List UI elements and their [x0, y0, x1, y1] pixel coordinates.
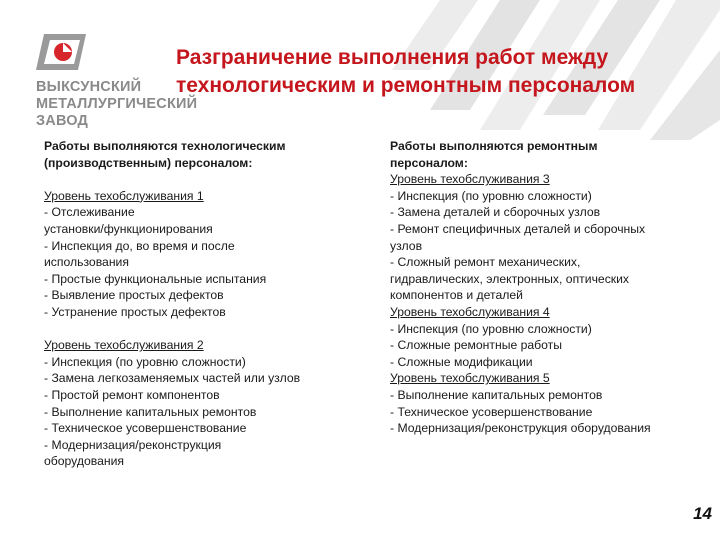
vmz-logo-icon: [36, 30, 92, 74]
slide-title: [176, 44, 716, 100]
list-item: использования: [44, 255, 129, 270]
level-2-title: Уровень техобслуживания 2: [44, 338, 204, 353]
level-3-items: [390, 188, 708, 304]
list-item: узлов: [390, 238, 423, 253]
list-item: - Простой ремонт компонентов: [44, 387, 220, 402]
list-item: - Сложный ремонт механических,: [390, 255, 581, 270]
list-item: - Инспекция (по уровню сложности): [390, 188, 592, 203]
list-item: установки/функционирования: [44, 221, 213, 236]
list-item: - Модернизация/реконструкция оборудования: [390, 421, 651, 436]
level-2-items: [44, 354, 354, 470]
logo-line-2: МЕТАЛЛУРГИЧЕСКИЙ: [36, 96, 198, 112]
list-item: компонентов и деталей: [390, 288, 523, 303]
list-item: - Выполнение капитальных ремонтов: [44, 404, 257, 419]
page-number: 14: [693, 504, 712, 523]
left-column-heading: Работы выполняются технологическим (производственным) персоналом:: [44, 139, 286, 170]
list-item: гидравлических, электронных, оптических: [390, 271, 630, 286]
list-item: - Модернизация/реконструкция: [44, 437, 222, 452]
company-logo: [36, 30, 198, 130]
list-item: - Инспекция до, во время и после: [44, 238, 235, 253]
logo-wordmark: [36, 79, 197, 130]
list-item: - Выполнение капитальных ремонтов: [390, 387, 603, 402]
level-5-title: Уровень техобслуживания 5: [390, 371, 550, 386]
level-4-title: Уровень техобслуживания 4: [390, 304, 550, 319]
level-4-items: [390, 321, 708, 371]
list-item: - Инспекция (по уровню сложности): [390, 321, 592, 336]
title-line-2: технологическим и ремонтным персоналом: [176, 74, 636, 97]
list-item: оборудования: [44, 454, 125, 469]
technological-staff-column: [44, 138, 354, 470]
logo-line-3: ЗАВОД: [36, 113, 89, 129]
level-5-items: [390, 387, 708, 437]
level-1-items: [44, 204, 354, 320]
list-item: - Замена деталей и сборочных узлов: [390, 205, 601, 220]
list-item: - Замена легкозаменяемых частей или узлов: [44, 371, 301, 386]
level-3-title: Уровень техобслуживания 3: [390, 172, 550, 187]
logo-line-1: ВЫКСУНСКИЙ: [36, 79, 142, 95]
right-column-heading: Работы выполняются ремонтным персоналом:: [390, 139, 598, 170]
level-1-title: Уровень техобслуживания 1: [44, 188, 204, 203]
repair-staff-column: [390, 138, 708, 437]
list-item: - Сложные модификации: [390, 354, 533, 369]
list-item: - Сложные ремонтные работы: [390, 338, 563, 353]
list-item: - Ремонт специфичных деталей и сборочных: [390, 221, 646, 236]
title-line-1: Разграничение выполнения работ между: [176, 46, 609, 69]
list-item: - Техническое усовершенствование: [44, 421, 247, 436]
list-item: - Устранение простых дефектов: [44, 304, 226, 319]
list-item: - Отслеживание: [44, 205, 135, 220]
list-item: - Простые функциональные испытания: [44, 271, 267, 286]
list-item: - Инспекция (по уровню сложности): [44, 354, 246, 369]
list-item: - Техническое усовершенствование: [390, 404, 593, 419]
list-item: - Выявление простых дефектов: [44, 288, 224, 303]
